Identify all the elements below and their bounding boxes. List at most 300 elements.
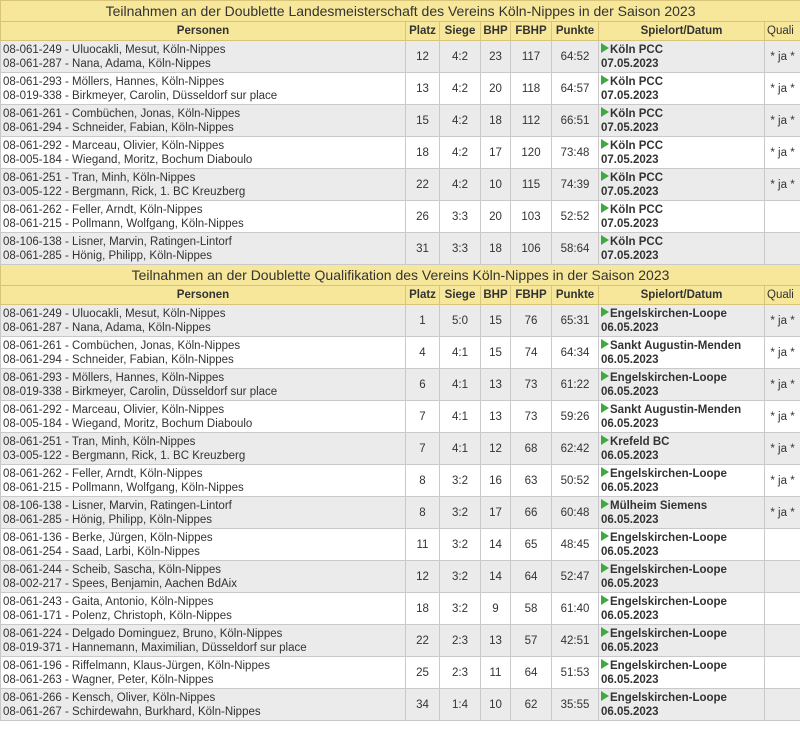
bhp-cell: 11 [481, 657, 511, 689]
venue-line[interactable] [601, 75, 764, 89]
table-row [1, 201, 800, 233]
venue-date: 06.05.2023 [601, 641, 659, 654]
player-1: 08-106-138 - Lisner, Marvin, Ratingen-Lintorf [3, 235, 232, 248]
column-header-spielort: Spielort/Datum [599, 22, 765, 41]
table-row [1, 433, 800, 465]
player-2: 08-061-294 - Schneider, Fabian, Köln-Nippes [3, 353, 234, 366]
play-triangle-icon [601, 627, 609, 637]
player-2: 08-061-263 - Wagner, Peter, Köln-Nippes [3, 673, 214, 686]
venue-line[interactable] [601, 627, 764, 641]
venue-line[interactable] [601, 467, 764, 481]
table-row [1, 689, 800, 721]
punkte-cell: 66:51 [552, 105, 599, 137]
players-cell [1, 105, 406, 137]
platz-cell: 22 [406, 169, 440, 201]
column-header-punkte: Punkte [552, 286, 599, 305]
table-row [1, 137, 800, 169]
venue-name[interactable]: Engelskirchen-Loope [610, 691, 727, 704]
venue-date: 06.05.2023 [601, 385, 659, 398]
venue-name[interactable]: Sankt Augustin-Menden [610, 339, 742, 352]
table-row [1, 529, 800, 561]
punkte-cell: 42:51 [552, 625, 599, 657]
player-1: 08-061-293 - Möllers, Hannes, Köln-Nippes [3, 371, 225, 384]
siege-cell: 4:2 [440, 169, 481, 201]
table-row [1, 169, 800, 201]
punkte-cell: 52:52 [552, 201, 599, 233]
platz-cell: 12 [406, 561, 440, 593]
bhp-cell: 18 [481, 233, 511, 265]
players-cell [1, 401, 406, 433]
quali-cell: * ja * [765, 41, 800, 73]
quali-cell: * ja * [765, 137, 800, 169]
platz-cell: 31 [406, 233, 440, 265]
column-header-siege: Siege [440, 286, 481, 305]
players-cell [1, 201, 406, 233]
venue-date: 06.05.2023 [601, 609, 659, 622]
siege-cell: 3:3 [440, 233, 481, 265]
bhp-cell: 17 [481, 137, 511, 169]
play-triangle-icon [601, 171, 609, 181]
player-1: 08-106-138 - Lisner, Marvin, Ratingen-Lintorf [3, 499, 232, 512]
player-1: 08-061-262 - Feller, Arndt, Köln-Nippes [3, 467, 203, 480]
siege-cell: 2:3 [440, 657, 481, 689]
fbhp-cell: 63 [511, 465, 552, 497]
venue-cell [599, 41, 765, 73]
quali-cell [765, 689, 800, 721]
player-1: 08-061-136 - Berke, Jürgen, Köln-Nippes [3, 531, 213, 544]
quali-cell: * ja * [765, 73, 800, 105]
quali-cell [765, 561, 800, 593]
venue-date: 06.05.2023 [601, 449, 659, 462]
player-2: 08-061-287 - Nana, Adama, Köln-Nippes [3, 321, 211, 334]
venue-line[interactable] [601, 659, 764, 673]
platz-cell: 4 [406, 337, 440, 369]
venue-name[interactable]: Engelskirchen-Loope [610, 307, 727, 320]
venue-line[interactable] [601, 403, 764, 417]
column-header-bhp: BHP [481, 22, 511, 41]
quali-cell [765, 201, 800, 233]
venue-date: 06.05.2023 [601, 545, 659, 558]
punkte-cell: 62:42 [552, 433, 599, 465]
venue-name[interactable]: Köln PCC [610, 171, 664, 184]
venue-name[interactable]: Sankt Augustin-Menden [610, 403, 742, 416]
fbhp-cell: 57 [511, 625, 552, 657]
venue-date: 07.05.2023 [601, 185, 659, 198]
venue-line[interactable] [601, 691, 764, 705]
venue-cell [599, 497, 765, 529]
player-2: 08-061-254 - Saad, Larbi, Köln-Nippes [3, 545, 200, 558]
venue-line[interactable] [601, 43, 764, 57]
bhp-cell: 10 [481, 169, 511, 201]
play-triangle-icon [601, 531, 609, 541]
venue-date: 06.05.2023 [601, 705, 659, 718]
venue-line[interactable] [601, 371, 764, 385]
table-row [1, 657, 800, 689]
table-row [1, 233, 800, 265]
punkte-cell: 58:64 [552, 233, 599, 265]
player-2: 08-061-285 - Hönig, Philipp, Köln-Nippes [3, 249, 213, 262]
fbhp-cell: 103 [511, 201, 552, 233]
venue-cell [599, 73, 765, 105]
venue-cell [599, 201, 765, 233]
fbhp-cell: 62 [511, 689, 552, 721]
fbhp-cell: 64 [511, 657, 552, 689]
player-2: 08-002-217 - Spees, Benjamin, Aachen BdAix [3, 577, 237, 590]
siege-cell: 3:2 [440, 529, 481, 561]
player-2: 03-005-122 - Bergmann, Rick, 1. BC Kreuzberg [3, 449, 246, 462]
player-1: 08-061-244 - Scheib, Sascha, Köln-Nippes [3, 563, 221, 576]
section-title: Teilnahmen an der Doublette Landesmeisterschaft des Vereins Köln-Nippes in der Saison 2023 [1, 1, 800, 22]
punkte-cell: 59:26 [552, 401, 599, 433]
play-triangle-icon [601, 43, 609, 53]
venue-date: 07.05.2023 [601, 121, 659, 134]
fbhp-cell: 74 [511, 337, 552, 369]
punkte-cell: 61:40 [552, 593, 599, 625]
players-cell [1, 433, 406, 465]
venue-name[interactable]: Engelskirchen-Loope [610, 563, 727, 576]
bhp-cell: 20 [481, 201, 511, 233]
column-header-platz: Platz [406, 22, 440, 41]
quali-cell [765, 233, 800, 265]
venue-name[interactable]: Engelskirchen-Loope [610, 595, 727, 608]
siege-cell: 5:0 [440, 305, 481, 337]
players-cell [1, 337, 406, 369]
quali-cell [765, 529, 800, 561]
punkte-cell: 74:39 [552, 169, 599, 201]
platz-cell: 11 [406, 529, 440, 561]
fbhp-cell: 112 [511, 105, 552, 137]
player-2: 08-005-184 - Wiegand, Moritz, Bochum Diaboulo [3, 417, 253, 430]
platz-cell: 8 [406, 465, 440, 497]
platz-cell: 15 [406, 105, 440, 137]
player-2: 08-061-215 - Pollmann, Wolfgang, Köln-Nippes [3, 217, 244, 230]
fbhp-cell: 58 [511, 593, 552, 625]
fbhp-cell: 64 [511, 561, 552, 593]
platz-cell: 18 [406, 137, 440, 169]
siege-cell: 3:2 [440, 465, 481, 497]
play-triangle-icon [601, 107, 609, 117]
platz-cell: 8 [406, 497, 440, 529]
venue-line[interactable] [601, 563, 764, 577]
punkte-cell: 51:53 [552, 657, 599, 689]
venue-name[interactable]: Mülheim Siemens [610, 499, 708, 512]
bhp-cell: 10 [481, 689, 511, 721]
players-cell [1, 657, 406, 689]
venue-cell [599, 137, 765, 169]
bhp-cell: 17 [481, 497, 511, 529]
column-header-fbhp: FBHP [511, 22, 552, 41]
play-triangle-icon [601, 467, 609, 477]
quali-cell: * ja * [765, 465, 800, 497]
players-cell [1, 137, 406, 169]
player-2: 08-061-287 - Nana, Adama, Köln-Nippes [3, 57, 211, 70]
venue-name[interactable]: Engelskirchen-Loope [610, 467, 727, 480]
player-1: 08-061-262 - Feller, Arndt, Köln-Nippes [3, 203, 203, 216]
siege-cell: 3:3 [440, 201, 481, 233]
platz-cell: 13 [406, 73, 440, 105]
column-header-quali: Quali [765, 286, 800, 305]
play-triangle-icon [601, 139, 609, 149]
venue-cell [599, 529, 765, 561]
table-row [1, 305, 800, 337]
table-row [1, 41, 800, 73]
players-cell [1, 625, 406, 657]
players-cell [1, 529, 406, 561]
fbhp-cell: 73 [511, 369, 552, 401]
fbhp-cell: 65 [511, 529, 552, 561]
venue-cell [599, 657, 765, 689]
platz-cell: 6 [406, 369, 440, 401]
punkte-cell: 60:48 [552, 497, 599, 529]
venue-date: 06.05.2023 [601, 417, 659, 430]
venue-line[interactable] [601, 307, 764, 321]
venue-name[interactable]: Köln PCC [610, 43, 664, 56]
venue-date: 07.05.2023 [601, 217, 659, 230]
players-cell [1, 73, 406, 105]
punkte-cell: 35:55 [552, 689, 599, 721]
venue-name[interactable]: Köln PCC [610, 139, 664, 152]
players-cell [1, 305, 406, 337]
play-triangle-icon [601, 403, 609, 413]
players-cell [1, 689, 406, 721]
siege-cell: 4:2 [440, 105, 481, 137]
quali-cell: * ja * [765, 433, 800, 465]
play-triangle-icon [601, 339, 609, 349]
player-1: 08-061-261 - Combüchen, Jonas, Köln-Nippes [3, 107, 241, 120]
siege-cell: 2:3 [440, 625, 481, 657]
siege-cell: 4:2 [440, 137, 481, 169]
venue-cell [599, 465, 765, 497]
player-1: 08-061-251 - Tran, Minh, Köln-Nippes [3, 171, 196, 184]
venue-cell [599, 433, 765, 465]
player-1: 08-061-251 - Tran, Minh, Köln-Nippes [3, 435, 196, 448]
venue-name[interactable]: Engelskirchen-Loope [610, 531, 727, 544]
venue-name[interactable]: Köln PCC [610, 107, 664, 120]
player-1: 08-061-224 - Delgado Dominguez, Bruno, Köln-Nippes [3, 627, 283, 640]
bhp-cell: 9 [481, 593, 511, 625]
venue-cell [599, 625, 765, 657]
platz-cell: 7 [406, 433, 440, 465]
column-header-personen: Personen [1, 22, 406, 41]
venue-name[interactable]: Krefeld BC [610, 435, 670, 448]
venue-line[interactable] [601, 531, 764, 545]
platz-cell: 25 [406, 657, 440, 689]
venue-line[interactable] [601, 235, 764, 249]
venue-date: 06.05.2023 [601, 321, 659, 334]
venue-name[interactable]: Köln PCC [610, 75, 664, 88]
play-triangle-icon [601, 75, 609, 85]
player-1: 08-061-243 - Gaita, Antonio, Köln-Nippes [3, 595, 214, 608]
player-1: 08-061-261 - Combüchen, Jonas, Köln-Nippes [3, 339, 241, 352]
table-row [1, 73, 800, 105]
fbhp-cell: 76 [511, 305, 552, 337]
venue-name[interactable]: Engelskirchen-Loope [610, 371, 727, 384]
quali-cell: * ja * [765, 337, 800, 369]
punkte-cell: 48:45 [552, 529, 599, 561]
punkte-cell: 65:31 [552, 305, 599, 337]
venue-line[interactable] [601, 203, 764, 217]
players-cell [1, 497, 406, 529]
siege-cell: 3:2 [440, 497, 481, 529]
player-2: 08-061-294 - Schneider, Fabian, Köln-Nippes [3, 121, 234, 134]
punkte-cell: 52:47 [552, 561, 599, 593]
platz-cell: 1 [406, 305, 440, 337]
player-1: 08-061-249 - Uluocakli, Mesut, Köln-Nippes [3, 43, 226, 56]
platz-cell: 34 [406, 689, 440, 721]
column-header-punkte: Punkte [552, 22, 599, 41]
bhp-cell: 15 [481, 337, 511, 369]
venue-line[interactable] [601, 339, 764, 353]
players-cell [1, 233, 406, 265]
bhp-cell: 12 [481, 433, 511, 465]
bhp-cell: 20 [481, 73, 511, 105]
player-1: 08-061-249 - Uluocakli, Mesut, Köln-Nippes [3, 307, 226, 320]
venue-name[interactable]: Engelskirchen-Loope [610, 659, 727, 672]
punkte-cell: 61:22 [552, 369, 599, 401]
quali-cell: * ja * [765, 105, 800, 137]
player-2: 08-061-267 - Schirdewahn, Burkhard, Köln-Nippes [3, 705, 261, 718]
venue-cell [599, 105, 765, 137]
platz-cell: 22 [406, 625, 440, 657]
venue-cell [599, 305, 765, 337]
venue-date: 06.05.2023 [601, 353, 659, 366]
fbhp-cell: 117 [511, 41, 552, 73]
table-row [1, 593, 800, 625]
players-cell [1, 169, 406, 201]
venue-line[interactable] [601, 139, 764, 153]
punkte-cell: 64:57 [552, 73, 599, 105]
table-row [1, 369, 800, 401]
player-2: 08-005-184 - Wiegand, Moritz, Bochum Diaboulo [3, 153, 253, 166]
venue-name[interactable]: Köln PCC [610, 235, 664, 248]
play-triangle-icon [601, 659, 609, 669]
table-row [1, 465, 800, 497]
siege-cell: 4:1 [440, 433, 481, 465]
player-1: 08-061-292 - Marceau, Olivier, Köln-Nippes [3, 139, 225, 152]
players-cell [1, 465, 406, 497]
venue-line[interactable] [601, 499, 764, 513]
venue-line[interactable] [601, 435, 764, 449]
player-2: 03-005-122 - Bergmann, Rick, 1. BC Kreuzberg [3, 185, 246, 198]
player-1: 08-061-293 - Möllers, Hannes, Köln-Nippes [3, 75, 225, 88]
table-row [1, 625, 800, 657]
venue-date: 06.05.2023 [601, 577, 659, 590]
player-1: 08-061-266 - Kensch, Oliver, Köln-Nippes [3, 691, 216, 704]
venue-cell [599, 593, 765, 625]
player-1: 08-061-292 - Marceau, Olivier, Köln-Nippes [3, 403, 225, 416]
punkte-cell: 64:34 [552, 337, 599, 369]
fbhp-cell: 66 [511, 497, 552, 529]
venue-line[interactable] [601, 107, 764, 121]
play-triangle-icon [601, 307, 609, 317]
bhp-cell: 15 [481, 305, 511, 337]
players-cell [1, 369, 406, 401]
punkte-cell: 64:52 [552, 41, 599, 73]
venue-cell [599, 233, 765, 265]
column-header-fbhp: FBHP [511, 286, 552, 305]
fbhp-cell: 106 [511, 233, 552, 265]
play-triangle-icon [601, 371, 609, 381]
column-header-row [1, 22, 800, 41]
quali-cell: * ja * [765, 305, 800, 337]
player-2: 08-061-285 - Hönig, Philipp, Köln-Nippes [3, 513, 213, 526]
fbhp-cell: 118 [511, 73, 552, 105]
venue-date: 07.05.2023 [601, 57, 659, 70]
bhp-cell: 16 [481, 465, 511, 497]
column-header-platz: Platz [406, 286, 440, 305]
player-2: 08-019-338 - Birkmeyer, Carolin, Düsseldorf sur place [3, 89, 278, 102]
fbhp-cell: 68 [511, 433, 552, 465]
players-cell [1, 593, 406, 625]
venue-date: 07.05.2023 [601, 249, 659, 262]
venue-date: 06.05.2023 [601, 481, 659, 494]
venue-line[interactable] [601, 595, 764, 609]
table-row [1, 561, 800, 593]
quali-cell [765, 657, 800, 689]
table-row [1, 337, 800, 369]
fbhp-cell: 115 [511, 169, 552, 201]
play-triangle-icon [601, 691, 609, 701]
column-header-siege: Siege [440, 22, 481, 41]
play-triangle-icon [601, 499, 609, 509]
play-triangle-icon [601, 203, 609, 213]
player-2: 08-019-371 - Hannemann, Maximilian, Düsseldorf sur place [3, 641, 307, 654]
table-row [1, 105, 800, 137]
quali-cell [765, 593, 800, 625]
table-row [1, 497, 800, 529]
venue-name[interactable]: Engelskirchen-Loope [610, 627, 727, 640]
players-cell [1, 41, 406, 73]
bhp-cell: 23 [481, 41, 511, 73]
table-row [1, 401, 800, 433]
punkte-cell: 73:48 [552, 137, 599, 169]
results-body [1, 1, 800, 721]
venue-cell [599, 401, 765, 433]
player-2: 08-019-338 - Birkmeyer, Carolin, Düsseldorf sur place [3, 385, 278, 398]
venue-cell [599, 689, 765, 721]
player-2: 08-061-171 - Polenz, Christoph, Köln-Nippes [3, 609, 232, 622]
bhp-cell: 14 [481, 529, 511, 561]
players-cell [1, 561, 406, 593]
siege-cell: 3:2 [440, 561, 481, 593]
section-title: Teilnahmen an der Doublette Qualifikation des Vereins Köln-Nippes in der Saison 2023 [1, 265, 800, 286]
play-triangle-icon [601, 563, 609, 573]
punkte-cell: 50:52 [552, 465, 599, 497]
venue-line[interactable] [601, 171, 764, 185]
platz-cell: 26 [406, 201, 440, 233]
column-header-quali: Quali [765, 22, 800, 41]
platz-cell: 18 [406, 593, 440, 625]
fbhp-cell: 120 [511, 137, 552, 169]
section-title-row [1, 1, 800, 22]
bhp-cell: 13 [481, 401, 511, 433]
platz-cell: 12 [406, 41, 440, 73]
siege-cell: 4:2 [440, 73, 481, 105]
siege-cell: 4:1 [440, 401, 481, 433]
quali-cell: * ja * [765, 169, 800, 201]
quali-cell [765, 625, 800, 657]
venue-date: 06.05.2023 [601, 673, 659, 686]
siege-cell: 1:4 [440, 689, 481, 721]
siege-cell: 4:2 [440, 41, 481, 73]
venue-name[interactable]: Köln PCC [610, 203, 664, 216]
column-header-bhp: BHP [481, 286, 511, 305]
bhp-cell: 18 [481, 105, 511, 137]
quali-cell: * ja * [765, 497, 800, 529]
venue-cell [599, 337, 765, 369]
venue-date: 07.05.2023 [601, 153, 659, 166]
section-title-row [1, 265, 800, 286]
